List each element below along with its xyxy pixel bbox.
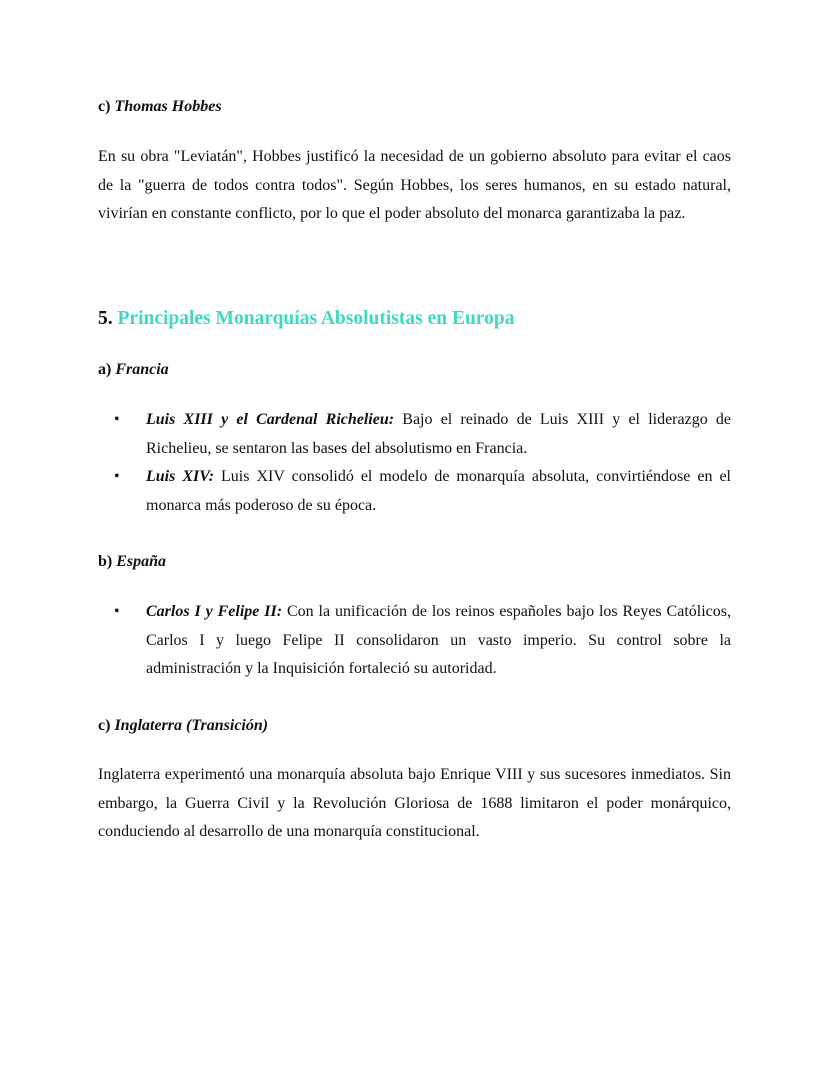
subheading-title: Thomas Hobbes	[114, 98, 222, 115]
subheading-prefix: c)	[98, 98, 111, 115]
subheading-prefix: c)	[98, 717, 111, 734]
item-text: Bajo el reinado de Luis XIII y el liderazgo de Richelieu, se sentaron las bases del absolutismo en Francia.	[146, 411, 732, 457]
bullet-icon: •	[114, 603, 120, 620]
item-text: Con la unificación de los reinos españoles bajo los Reyes Católicos, Carlos I y luego Felipe II consolidaron un vasto imperio. Su control sobre la administración y la Inquisición fortaleció su autoridad.	[146, 603, 731, 678]
bullet-icon: •	[114, 411, 120, 428]
list-item	[98, 463, 731, 520]
list-item	[98, 598, 731, 684]
item-text: Luis XIV consolidó el modelo de monarquía absoluta, convirtiéndose en el monarca más poderoso de su época.	[146, 468, 731, 515]
francia-list	[98, 406, 731, 521]
subheading-inglaterra	[98, 712, 731, 741]
bullet-icon: •	[114, 468, 120, 486]
section-heading	[98, 306, 731, 332]
subheading-title: Francia	[115, 361, 169, 378]
subheading-thomas-hobbes	[98, 93, 731, 122]
item-term: Luis XIV:	[146, 468, 215, 486]
subheading-francia	[98, 356, 731, 385]
list-item	[98, 406, 731, 463]
item-term: Luis XIII y el Cardenal Richelieu:	[146, 411, 395, 428]
espana-list	[98, 598, 731, 684]
section-title: Principales Monarquías Absolutistas en Europa	[117, 308, 515, 329]
subheading-espana	[98, 548, 731, 577]
subheading-title: España	[116, 553, 167, 570]
subheading-prefix: b)	[98, 553, 113, 570]
paragraph-hobbes: En su obra "Leviatán", Hobbes justificó la necesidad de un gobierno absoluto para evitar el caos de la "guerra de todos contra todos". Según Hobbes, los seres humanos, en su estado natural, vivirían en constante conflicto, por lo que el poder absoluto del monarca garantizaba la paz.	[98, 148, 731, 223]
subheading-prefix: a)	[98, 361, 112, 378]
paragraph-inglaterra: Inglaterra experimentó una monarquía absoluta bajo Enrique VIII y sus sucesores inmediatos. Sin embargo, la Guerra Civil y la Revolución Gloriosa de 1688 limitaron el poder monárquico, conduciendo al desarrollo de una monarquía constitucional.	[98, 766, 731, 841]
subheading-title: Inglaterra (Transición)	[114, 717, 269, 734]
section-number: 5.	[98, 308, 113, 329]
item-term: Carlos I y Felipe II:	[146, 603, 283, 620]
